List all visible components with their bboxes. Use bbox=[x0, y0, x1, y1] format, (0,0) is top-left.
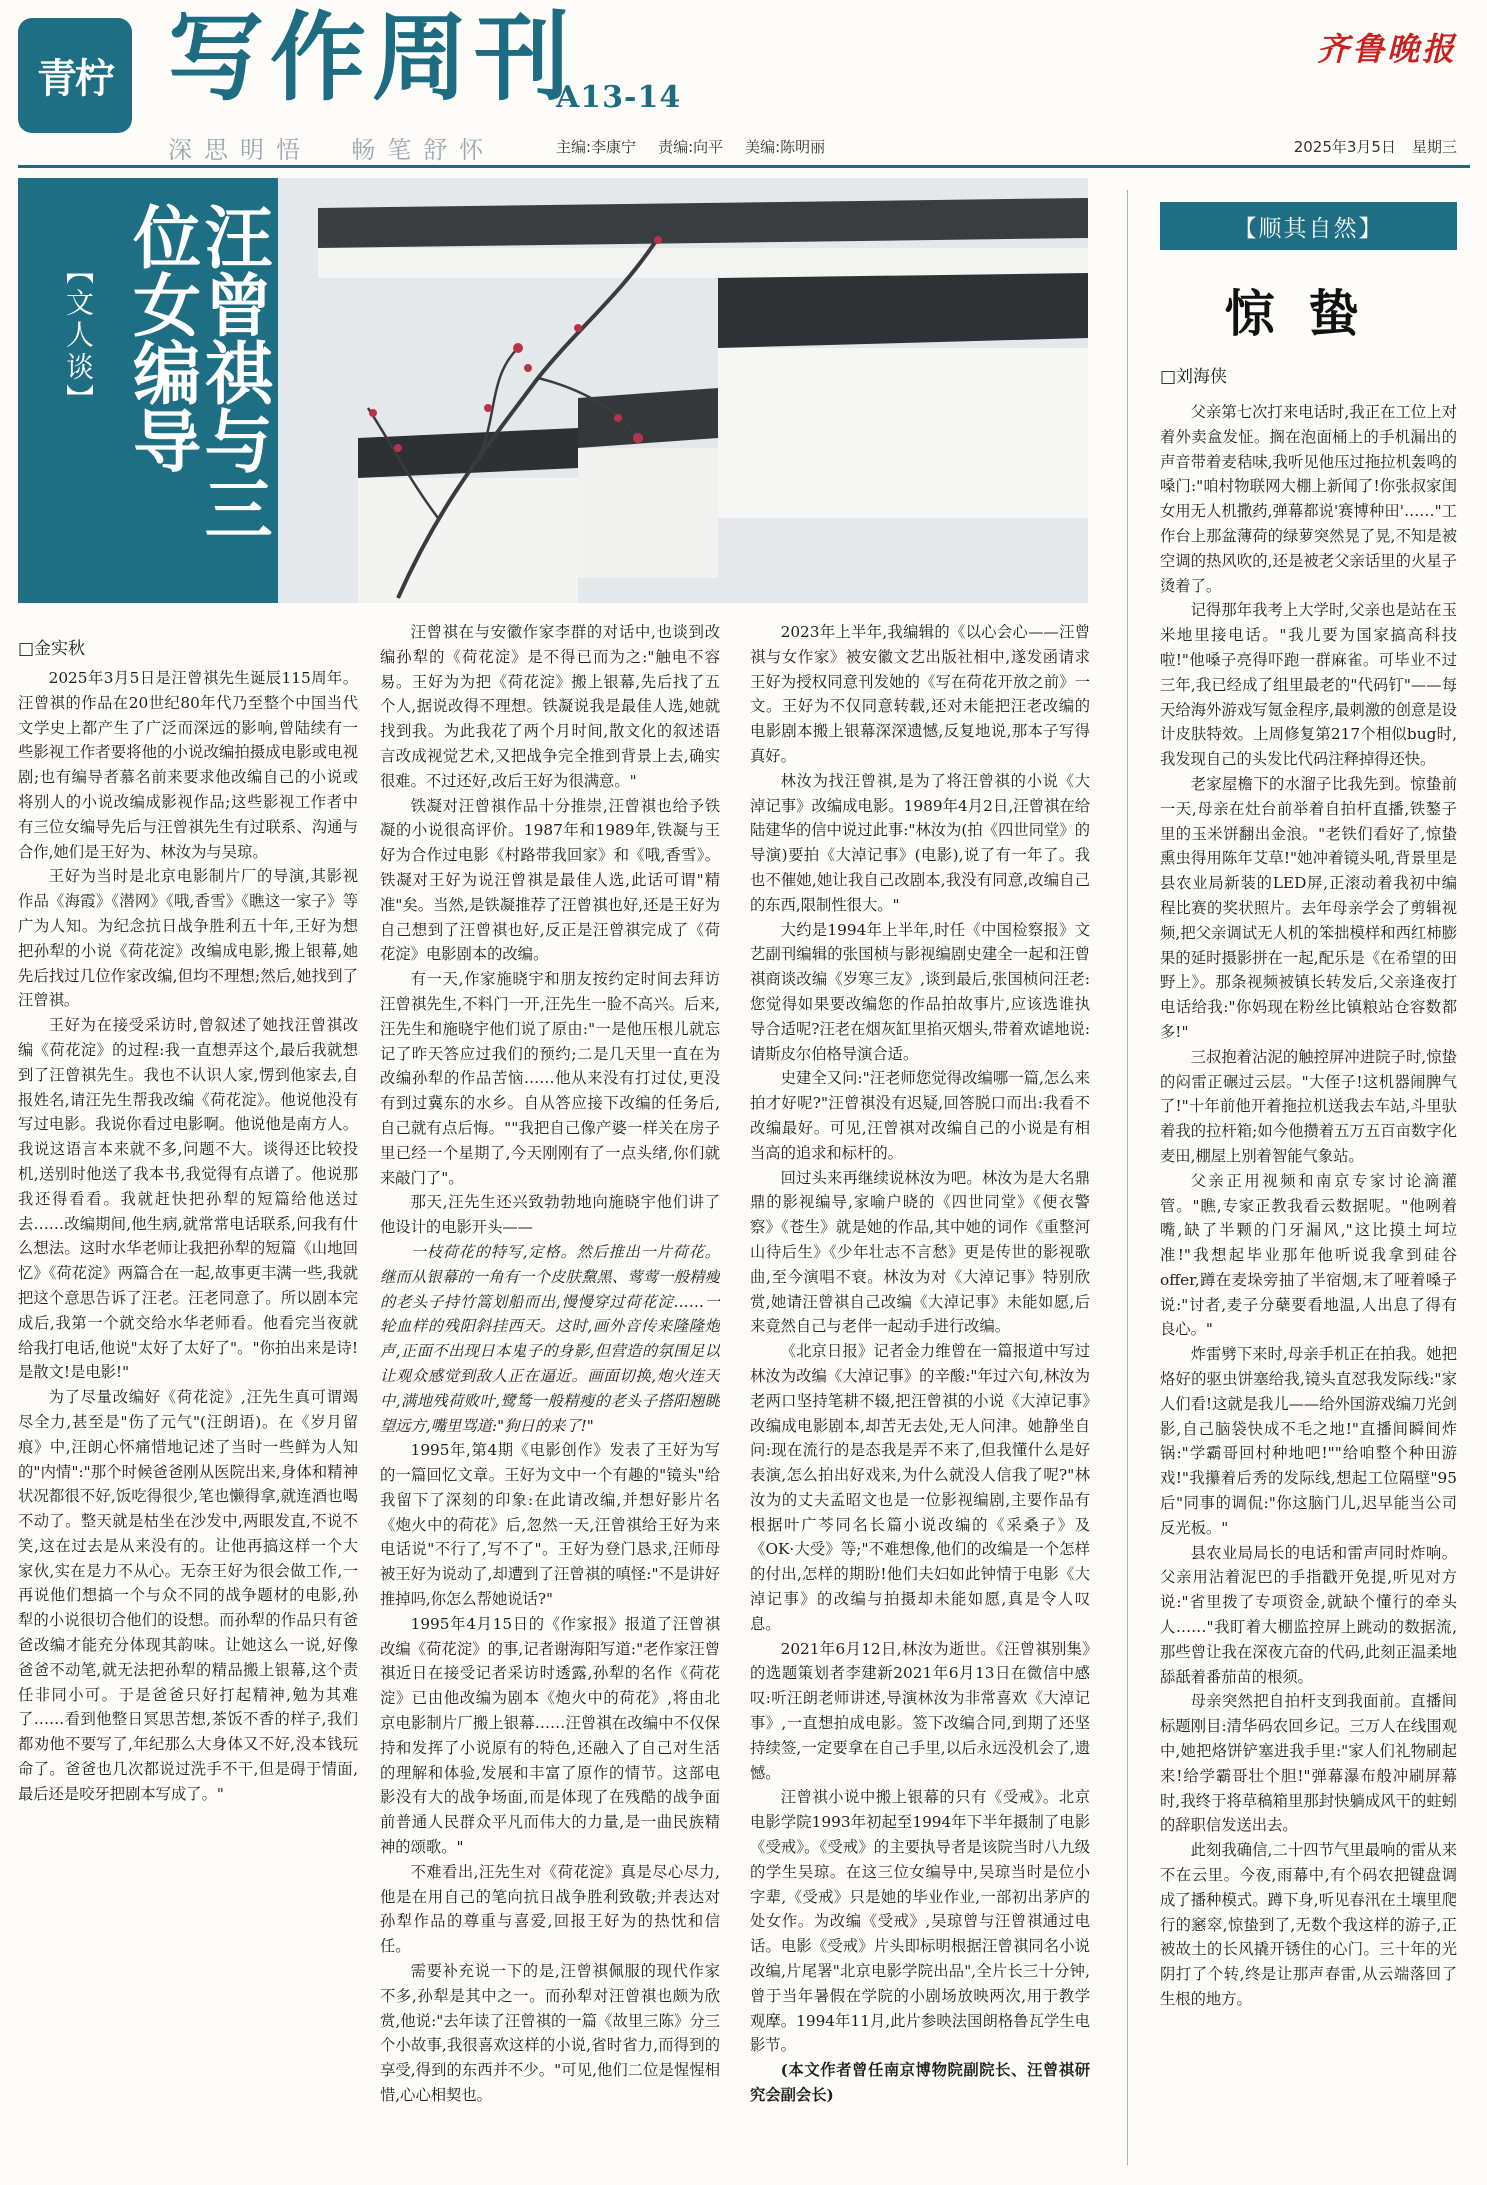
paragraph: 为了尽量改编好《荷花淀》,汪先生真可谓竭尽全力,甚至是"伤了元气"(汪朗语)。在《岁月留痕》中,汪朗心怀痛惜地记述了当时一些鲜为人知的"内情":"那个时候爸爸刚从医院出来,身体和精神状况都很不好,饭吃得很少,笔也懒得拿,就连酒也喝不动了。整天就是枯坐在沙发中,两眼发直,不说不笑,这在过去是从来没有的。让他再搞这样一个大家伙,实在是力不从心。无奈王好为很会做工作,一再说他们想搞一个与众不同的战争题材的电影,孙犁的小说很切合他们的设想。而孙犁的作品只有爸爸改编才能充分体现其韵味。让她这么一说,好像爸爸不动笔,就无法把孙犁的精品搬上银幕,这个责任非同小可。于是爸爸只好打起精神,勉为其难了……看到他整日冥思苦想,茶饭不香的样子,我们都劝他不要写了,年纪那么大身体又不好,没本钱玩命了。爸爸也几次都说过洗手不干,但是碍于情面,最后还是咬牙把剧本写成了。" bbox=[18, 1388, 358, 1803]
paragraph: 回过头来再继续说林汝为吧。林汝为是大名鼎鼎的影视编导,家喻户晓的《四世同堂》《便衣警察》《苍生》就是她的作品,其中她的词作《重整河山待后生》《少年壮志不言愁》更是传世的影视歌曲,至今演唱不衰。林汝为对《大淖记事》特别欣赏,她请汪曾祺自己改编《大淖记事》未能如愿,后来竟然自己与老伴一起动手进行改编。 bbox=[750, 1168, 1090, 1336]
paragraph: 2023年上半年,我编辑的《以心会心——汪曾祺与女作家》被安徽文艺出版社相中,遂发函请求王好为授权同意刊发她的《写在荷花开放之前》一文。王好为不仅同意转载,还对未能把汪老改编的电影剧本搬上银幕深深遗憾,反复地说,那本子写得真好。 bbox=[750, 623, 1090, 765]
editor-credit: 主编:李康宁 bbox=[556, 138, 637, 156]
sidebar-essay bbox=[1160, 400, 1457, 2170]
feature-byline: □金实秋 bbox=[18, 639, 86, 659]
issue-date bbox=[1294, 136, 1457, 157]
paragraph: 《北京日报》记者金力维曾在一篇报道中写过林汝为改编《大淖记事》的辛酸:"年过六旬,林汝为老两口坚持笔耕不辍,把汪曾祺的小说《大淖记事》改编成电影剧本,却苦无去处,无人问津。她静坐自问:现在流行的是态我是弄不来了,但我懂什么是好表演,怎么拍出好戏来,为什么就没人信我了呢?"林汝为的丈夫孟昭文也是一位影视编剧,主要作品有根据叶广芩同名长篇小说改编的《采桑子》及《OK·大受》等;"不难想像,他们的改编是一个怎样的付出,怎样的期盼!他们夫妇如此钟情于电影《大淖记事》的改编与拍摄却未能如愿,真是令人叹息。 bbox=[750, 1342, 1090, 1633]
paragraph: 有一天,作家施晓宇和朋友按约定时间去拜访汪曾祺先生,不料门一开,汪先生一脸不高兴。后来,汪先生和施晓宇他们说了原由:"一是他压根儿就忘记了昨天答应过我们的预约;二是几天里一直在为改编孙犁的作品苦恼……他从来没有打过仗,更没有到过冀东的水乡。自从答应接下改编的任务后,自己就有点后悔。""我把自己像产婆一样关在房子里已经一个星期了,今天刚刚有了一点头绪,你们就来敲门了"。 bbox=[380, 970, 720, 1187]
page-number: A13-14 bbox=[556, 80, 682, 115]
article-column-2 bbox=[380, 620, 720, 2171]
newspaper-logo: 齐鲁晚报 bbox=[1316, 30, 1457, 68]
paragraph: 林汝为找汪曾祺,是为了将汪曾祺的小说《大淖记事》改编成电影。1989年4月2日,汪曾祺在给陆建华的信中说过此事:"林汝为(拍《四世同堂》的导演)要拍《大淖记事》(电影),说了有一年了。我也不催她,她让我自己改剧本,我没有同意,改编自己的东西,限制性很大。" bbox=[750, 771, 1090, 914]
page-title: 写作周刊 bbox=[168, 1, 576, 114]
paragraph: 母亲突然把自拍杆支到我面前。直播间标题刚目:清华码农回乡记。三万人在线围观中,她把烙饼铲塞进我手里:"家人们礼物刷起来!给学霸哥壮个胆!"弹幕瀑布般冲刷屏幕时,我终于将草稿箱里那封快躺成风干的蛀蚓的辞职信发送出去。 bbox=[1160, 1692, 1457, 1835]
paragraph: 那天,汪先生还兴致勃勃地向施晓宇他们讲了他设计的电影开头—— bbox=[380, 1193, 720, 1237]
paragraph: 不难看出,汪先生对《荷花淀》真是尽心尽力,他是在用自己的笔向抗日战争胜利致敬;并表达对孙犁作品的尊重与喜爱,回报王好为的热忱和信任。 bbox=[380, 1862, 720, 1956]
paragraph: 2021年6月12日,林汝为逝世。《汪曾祺别集》的选题策划者李建新2021年6月13日在微信中感叹:听汪朗老师讲述,导演林汝为非常喜欢《大淖记事》,一直想拍成电影。签下改编合同,到期了还坚持续签,一定要拿在自己手里,以后永远没机会了,遗憾。 bbox=[750, 1639, 1090, 1782]
paragraph: 史建全又问:"汪老师您觉得改编哪一篇,怎么来拍才好呢?"汪曾祺没有迟疑,回答脱口而出:我看不改编最好。可见,汪曾祺对改编自己的小说是有相当高的追求和标杆的。 bbox=[750, 1069, 1090, 1162]
paragraph: 王好为当时是北京电影制片厂的导演,其影视作品《海霞》《潜网》《哦,香雪》《瞧这一家子》等广为人知。为纪念抗日战争胜利五十年,王好为想把孙犁的小说《荷花淀》改编成电影,搬上银幕,她先后找过几位作家改编,但均不理想;然后,她找到了汪曾祺。 bbox=[18, 867, 358, 1010]
paragraph: 父亲正用视频和南京专家讨论滴灌管。"瞧,专家正教我看云数据呢。"他咧着嘴,缺了半颗的门牙漏风,"这比摸土坷垃准!"我想起毕业那年他听说我拿到硅谷offer,蹲在麦垛旁抽了半宿烟,末了哑着嗓子说:"讨者,麦子分蘖要看地温,人出息了得有良心。" bbox=[1160, 1171, 1457, 1339]
paragraph: 2025年3月5日是汪曾祺先生诞辰115周年。汪曾祺的作品在20世纪80年代乃至整个中国当代文学史上都产生了广泛而深远的影响,曾陆续有一些影视工作者要将他的小说改编拍摄成电影或电视剧;也有编导者慕名前来要求他改编自己的小说或将别人的小说改编成影视作品;这些影视工作者中有三位女编导先后与汪曾祺先生有过联系、沟通与合作,她们是王好为、林汝为与吴琼。 bbox=[18, 669, 358, 861]
staff-credits bbox=[556, 136, 825, 157]
masthead-rule bbox=[18, 165, 1470, 168]
paragraph: 记得那年我考上大学时,父亲也是站在玉米地里接电话。"我儿要为国家搞高科技啦!"他嗓子亮得吓跑一群麻雀。可毕业不过三年,我已经成了组里最老的"代码钉"——每天给海外游戏写氪金程序,最刺激的创意是设计皮肤特效。上周修复第217个相似bug时,我发现自己的头发比代码注释掉得还快。 bbox=[1160, 601, 1457, 769]
paragraph: 铁凝对汪曾祺作品十分推崇,汪曾祺也给予铁凝的小说很高评价。1987年和1989年,铁凝与王好为合作过电影《村路带我回家》和《哦,香雪》。铁凝对王好为说汪曾祺是最佳人选,此话可谓"精准"矣。当然,是铁凝推荐了汪曾祺也好,还是王好为自己想到了汪曾祺也好,反正是汪曾祺完成了《荷花淀》电影剧本的改编。 bbox=[380, 796, 720, 964]
paragraph: 县农业局局长的电话和雷声同时炸响。父亲用沾着泥巴的手指戳开免提,听见对方说:"省里拨了专项资金,就缺个懂行的牵头人……"我盯着大棚监控屏上跳动的数据流,那些曾让我在深夜亢奋的代码,此刻正温柔地舔舐着番茄苗的根须。 bbox=[1160, 1543, 1457, 1686]
article-column-1 bbox=[18, 666, 358, 2171]
slogan: 深思明悟 畅笔舒怀 bbox=[168, 136, 496, 164]
sidebar-title: 惊蛰 bbox=[1224, 284, 1393, 343]
date-text: 2025年3月5日 bbox=[1293, 138, 1396, 156]
paragraph: 父亲第七次打来电话时,我正在工位上对着外卖盒发怔。搁在泡面桶上的手机漏出的声音带着麦秸味,我听见他压过拖拉机轰鸣的嗓门:"咱村物联网大棚上新闻了!你张叔家闺女用无人机撒药,弹幕都说'赛博种田'……"工作台上那盆薄荷的绿萝突然晃了晃,不知是被空调的热风吹的,还是被老父亲话里的火星子烫着了。 bbox=[1160, 403, 1457, 595]
paragraph: 老家屋檐下的水溜子比我先到。惊蛰前一天,母亲在灶台前举着自拍杆直播,铁鏊子里的玉米饼翻出金浪。"老铁们看好了,惊蛰熏虫得用陈年艾草!"她冲着镜头吼,背景里是县农业局新装的LED屏,正滚动着我初中编程比赛的奖状照片。去年母亲学会了剪辑视频,把父亲调试无人机的笨拙模样和西红柿膨果的延时摄影拼在一起,配乐是《在希望的田野上》。那条视频被镇长转发后,父亲逢夜打电话给我:"你妈现在粉丝比镇粮站仓容数都多!" bbox=[1160, 774, 1457, 1041]
paragraph: 1995年4月15日的《作家报》报道了汪曾祺改编《荷花淀》的事,记者谢海阳写道:"老作家汪曾祺近日在接受记者采访时透露,孙犁的名作《荷花淀》已由他改编为剧本《炮火中的荷花》,将由北京电影制片厂搬上银幕……汪曾祺在改编中不仅保持和发挥了小说原有的特色,还融入了自己对生活的理解和体验,发展和丰富了原作的情节。这部电影没有大的战争场面,而是体现了在残酷的战争面前普通人民群众平凡而伟大的力量,是一曲民族精神的颂歌。" bbox=[380, 1614, 720, 1857]
sidebar-section-label: 【顺其自然】 bbox=[1160, 202, 1457, 250]
paragraph: 三叔抱着沾泥的触控屏冲进院子时,惊蛰的闷雷正碾过云层。"大侄子!这机器闹脾气了!"十年前他开着拖拉机送我去车站,斗里驮着我的拉杆箱;如今他攒着五万五百亩数字化麦田,棚屋上别着智能气象站。 bbox=[1160, 1047, 1457, 1165]
paragraph: 需要补充说一下的是,汪曾祺佩服的现代作家不多,孙犁是其中之一。而孙犁对汪曾祺也颇为欣赏,他说:"去年读了汪曾祺的一篇《故里三陈》分三个小故事,我很喜欢这样的小说,省时省力,而得到的享受,得到的东西并不少。"可见,他们二位是惺惺相惜,心心相契也。 bbox=[380, 1962, 720, 2105]
author-note: (本文作者曾任南京博物院副院长、汪曾祺研究会副会长) bbox=[750, 2061, 1090, 2105]
art-editor-credit: 美编:陈明丽 bbox=[745, 138, 826, 156]
weekday-text: 星期三 bbox=[1411, 138, 1457, 156]
paragraph: 1995年,第4期《电影创作》发表了王好为写的一篇回忆文章。王好为文中一个有趣的"镜头"给我留下了深刻的印象:在此请改编,并想好影片名《炮火中的荷花》后,忽然一天,汪曾祺给王好为来电话说"不行了,写不了"。王好为登门恳求,汪师母被王好为说动了,却遭到了汪曾祺的嗔怪:"不是讲好推掉吗,你怎么帮她说话?" bbox=[380, 1441, 720, 1609]
paragraph: 汪曾祺在与安徽作家李群的对话中,也谈到改编孙犁的《荷花淀》是不得已而为之:"触电不容易。王好为为把《荷花淀》搬上银幕,先后找了五个人,据说改得不理想。铁凝说我是最佳人选,她就找到我。为此我花了两个月时间,散文化的叙述语言改成视觉艺术,又把战争完全推到背景上去,确实很难。不过还好,改后王好为很满意。" bbox=[380, 623, 720, 790]
column-tag: 【文人谈】 bbox=[62, 256, 95, 416]
duty-editor-credit: 责编:向平 bbox=[658, 138, 724, 156]
paragraph: 此刻我确信,二十四节气里最响的雷从来不在云里。今夜,雨幕中,有个码农把键盘调成了播种模式。蹲下身,听见春汛在土壤里爬行的窸窣,惊蛰到了,无数个我这样的游子,正被故土的长风撬开锈住的心门。三十年的光阴打了个转,终是让那声春雷,从云端落回了生根的地方。 bbox=[1160, 1841, 1457, 2008]
column-divider bbox=[1127, 190, 1128, 2165]
section-logo: 青柠 bbox=[18, 18, 132, 133]
paragraph: 炸雷劈下来时,母亲手机正在拍我。她把烙好的驱虫饼塞给我,镜头直怼我发际线:"家人们看!这就是我儿——给外国游戏编刀光剑影,自己脑袋快成不毛之地!"直播间瞬间炸锅:"学霸哥回村种地吧!""给咱整个种田游戏!"我攥着后秀的发际线,想起工位隔壁"95后"同事的调侃:"你这脑门儿,迟早能当公司反光板。" bbox=[1160, 1345, 1457, 1537]
quoted-paragraph: 一枝荷花的特写,定格。然后推出一片荷花。继而从银幕的一角有一个皮肤黧黑、莺莺一般精瘦的老头子持竹篙划船而出,慢慢穿过荷花淀……一轮血样的残阳斜挂西天。这时,画外音传来隆隆炮声,正面不出现日本鬼子的身影,但营造的氛围足以让观众感觉到敌人正在逼近。画面切换,炮火连天中,满地残荷败叶,鹭鸶一般精瘦的老头子搭阳翘眺望远方,嘴里骂道:"狗日的来了!" bbox=[380, 1242, 720, 1435]
feature-hero bbox=[18, 178, 1088, 603]
paragraph: 王好为在接受采访时,曾叙述了她找汪曾祺改编《荷花淀》的过程:我一直想弄这个,最后我就想到了汪曾祺先生。我也不认识人家,愣到他家去,自报姓名,请汪先生帮我改编《荷花淀》。他说他没有写过电影。我说你看过电影啊。他说他是南方人。我说这语言本来就不多,问题不大。谈得还比较投机,送别时他送了我本书,我觉得有点谱了。他说那我还得看看。我就赶快把孙犁的短篇给他送过去……改编期间,他生病,就常常电话联系,问我有什么想法。这时水华老师让我把孙犁的短篇《山地回忆》《荷花淀》两篇合在一起,故事更丰满一些,我就把这个意思告诉了汪老。汪老同意了。所以剧本完成后,我第一个就交给水华老师看。他看完当夜就给我打电话,他说"太好了太好了"。"你拍出来是诗!是散文!是电影!" bbox=[18, 1016, 358, 1382]
article-column-3 bbox=[750, 620, 1090, 2171]
paragraph: 大约是1994年上半年,时任《中国检察报》文艺副刊编辑的张国桢与影视编剧史建全一起和汪曾祺商谈改编《岁寒三友》,谈到最后,张国桢问汪老:您觉得如果要改编您的作品拍故事片,应该选谁执导合适呢?汪老在烟灰缸里掐灭烟头,带着欢谑地说:请斯皮尔伯格导演合适。 bbox=[750, 920, 1090, 1063]
paragraph: 汪曾祺小说中搬上银幕的只有《受戒》。北京电影学院1993年初起至1994年下半年摄制了电影《受戒》。《受戒》的主要执导者是该院当时八九级的学生吴琼。在这三位女编导中,吴琼当时是位小字辈,《受戒》只是她的毕业作业,一部初出茅庐的处女作。为改编《受戒》,吴琼曾与汪曾祺通过电话。电影《受戒》片头即标明根据汪曾祺同名小说改编,片尾署"北京电影学院出品",全片长三十分钟,曾于当年暑假在学院的小剧场放映两次,用于教学观摩。1994年11月,此片参映法国朗格鲁瓦学生电影节。 bbox=[750, 1788, 1090, 2055]
feature-title: 汪曾祺与三位女编导 bbox=[121, 202, 273, 542]
sidebar-byline: □刘海侠 bbox=[1160, 367, 1228, 387]
